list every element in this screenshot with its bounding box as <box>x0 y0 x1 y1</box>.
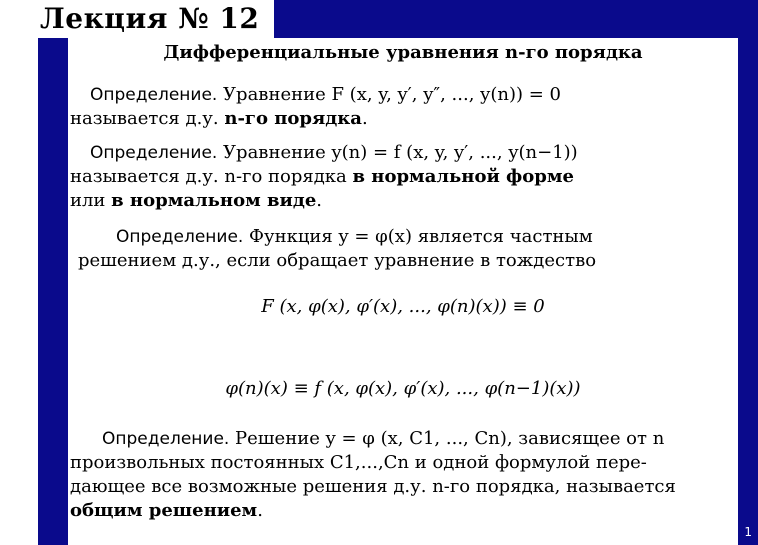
definition-2-label: Определение. <box>90 143 218 163</box>
definition-2-line-2 <box>70 166 736 188</box>
definition-2 <box>90 142 736 164</box>
definition-1-term: n-го порядка <box>224 108 362 129</box>
definition-4-line-3: дающее все возможные решения д.у. n-го порядка, называется <box>70 476 676 497</box>
definition-4 <box>102 428 736 450</box>
definition-4-line-4: общим решением. <box>70 500 263 521</box>
definition-2-text: Уравнение y(n) = f (x, y, y′, ..., y(n−1)) <box>223 142 578 163</box>
definition-2-term-1: в нормальной форме <box>352 166 574 187</box>
header-band <box>274 0 758 38</box>
definition-2-term-2: в нормальном виде <box>111 190 317 211</box>
definition-2-line-2-text: называется д.у. n-го порядка <box>70 166 353 187</box>
definition-2-line-3: или в нормальном виде. <box>70 190 323 211</box>
definition-4-term: общим решением <box>70 500 258 521</box>
page-number: 1 <box>744 525 752 539</box>
definition-3-line-2: решением д.у., если обращает уравнение в тождество <box>78 250 597 271</box>
equation-2: φ(n)(x) ≡ f (x, φ(x), φ′(x), ..., φ(n−1)(x)) <box>225 378 581 399</box>
slide-heading: Дифференциальные уравнения n-го порядка <box>163 42 643 63</box>
definition-4-line-2: произвольных постоянных C1,...,Cn и одной формулой пере- <box>70 452 647 473</box>
definition-3-text: Функция y = φ(x) является частным <box>249 226 593 247</box>
definition-1-line-2-text: называется д.у. <box>70 108 225 129</box>
definition-2-line-3-text: или <box>70 190 112 211</box>
definition-3-label: Определение. <box>116 227 244 247</box>
equation-1: F (x, φ(x), φ′(x), ..., φ(n)(x)) ≡ 0 <box>261 296 545 317</box>
definition-1-line-2: называется д.у. n-го порядка. <box>70 108 368 129</box>
definition-4-label: Определение. <box>102 429 230 449</box>
right-band <box>738 38 758 545</box>
slide-content <box>70 38 736 545</box>
definition-1-label: Определение. <box>90 85 218 105</box>
definition-3 <box>116 226 736 248</box>
lecture-title: Лекция № 12 <box>40 2 260 35</box>
definition-1-text: Уравнение F (x, y, y′, y″, ..., y(n)) = 0 <box>223 84 561 105</box>
definition-1 <box>90 84 736 106</box>
left-band <box>38 38 68 545</box>
definition-4-text: Решение y = φ (x, C1, ..., Cn), зависящее от n <box>235 428 665 449</box>
